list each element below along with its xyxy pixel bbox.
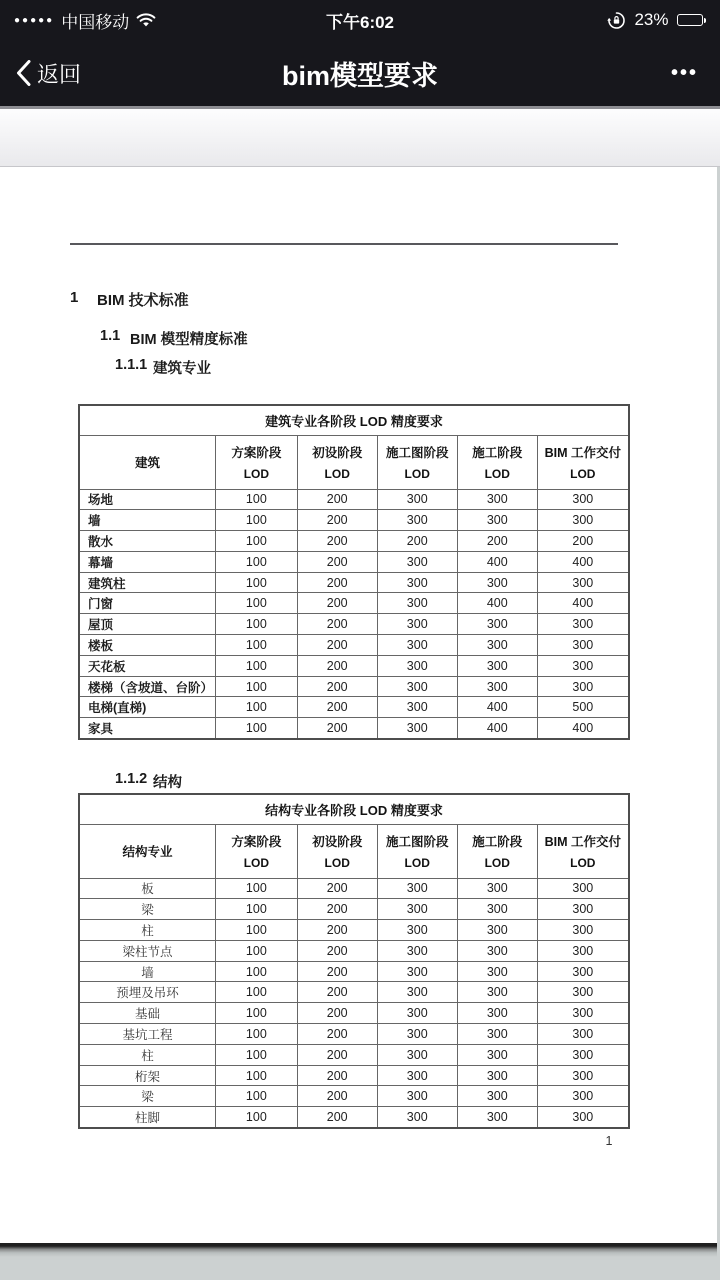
lod-value-cell: 200 [297, 635, 377, 656]
lod-value-cell: 300 [537, 1086, 629, 1107]
lod-value-cell: 300 [537, 1107, 629, 1128]
row-label: 建筑柱 [79, 572, 215, 593]
lod-value-cell: 300 [377, 635, 457, 656]
lod-value-cell: 300 [457, 635, 537, 656]
lod-value-cell: 300 [457, 614, 537, 635]
heading-number: 1.1.1 [115, 357, 148, 373]
chevron-left-icon [16, 60, 31, 86]
lod-value-cell: 300 [457, 655, 537, 676]
status-bar [0, 0, 720, 40]
lod-value-cell: 300 [537, 676, 629, 697]
lod-value-cell: 100 [215, 899, 297, 920]
column-header: 施工阶段 LOD [457, 824, 537, 878]
table-row [79, 1003, 629, 1024]
lod-value-cell: 300 [377, 961, 457, 982]
lod-value-cell: 300 [537, 635, 629, 656]
lod-value-cell: 200 [297, 940, 377, 961]
lod-value-cell: 200 [297, 531, 377, 552]
lod-value-cell: 100 [215, 676, 297, 697]
lod-value-cell: 300 [457, 510, 537, 531]
heading-number: 1 [70, 289, 79, 306]
lod-value-cell: 300 [377, 718, 457, 739]
lod-value-cell: 300 [537, 489, 629, 510]
lod-value-cell: 300 [377, 899, 457, 920]
table-row [79, 1107, 629, 1128]
lod-value-cell: 200 [537, 531, 629, 552]
lod-value-cell: 300 [377, 1024, 457, 1045]
row-label: 柱 [79, 1044, 215, 1065]
table-row [79, 614, 629, 635]
lod-value-cell: 100 [215, 1024, 297, 1045]
row-label: 幕墙 [79, 551, 215, 572]
row-label: 柱脚 [79, 1107, 215, 1128]
lod-value-cell: 400 [457, 718, 537, 739]
lod-value-cell: 300 [537, 655, 629, 676]
header-rule [70, 243, 618, 245]
lod-value-cell: 100 [215, 697, 297, 718]
lod-value-cell: 300 [377, 676, 457, 697]
lod-value-cell: 300 [457, 940, 537, 961]
column-header: 方案阶段 LOD [215, 824, 297, 878]
table-row [79, 961, 629, 982]
lod-value-cell: 100 [215, 718, 297, 739]
lod-value-cell: 100 [215, 920, 297, 941]
column-header-first: 结构专业 [79, 824, 215, 878]
lod-value-cell: 300 [377, 1044, 457, 1065]
row-label: 楼板 [79, 635, 215, 656]
table-row [79, 572, 629, 593]
lod-value-cell: 300 [537, 940, 629, 961]
lod-value-cell: 300 [537, 878, 629, 899]
lod-value-cell: 200 [457, 531, 537, 552]
row-label: 预埋及吊环 [79, 982, 215, 1003]
column-header: 施工图阶段 LOD [377, 435, 457, 489]
row-label: 家具 [79, 718, 215, 739]
lod-value-cell: 300 [457, 676, 537, 697]
wifi-icon [136, 13, 156, 28]
clock: 下午6:02 [325, 12, 395, 32]
lod-value-cell: 100 [215, 510, 297, 531]
document-viewer-band [0, 109, 720, 167]
heading-text: 结构 [153, 775, 182, 791]
heading-number: 1.1 [100, 328, 121, 344]
lod-value-cell: 300 [457, 1065, 537, 1086]
lod-value-cell: 400 [457, 697, 537, 718]
lod-value-cell: 200 [297, 593, 377, 614]
row-label: 基坑工程 [79, 1024, 215, 1045]
lod-value-cell: 300 [377, 878, 457, 899]
heading-model-precision [100, 328, 248, 349]
lod-value-cell: 100 [215, 1003, 297, 1024]
table-row [79, 899, 629, 920]
rotation-lock-icon [607, 11, 626, 30]
lod-value-cell: 300 [377, 614, 457, 635]
lod-value-cell: 200 [297, 510, 377, 531]
row-label: 柱 [79, 920, 215, 941]
column-header: BIM 工作交付 LOD [537, 435, 629, 489]
lod-value-cell: 300 [457, 899, 537, 920]
lod-value-cell: 300 [377, 510, 457, 531]
row-label: 板 [79, 878, 215, 899]
column-header: BIM 工作交付 LOD [537, 824, 629, 878]
lod-value-cell: 300 [377, 593, 457, 614]
heading-bim-standard [70, 289, 189, 310]
table-row [79, 1065, 629, 1086]
lod-value-cell: 200 [377, 531, 457, 552]
row-label: 电梯(直梯) [79, 697, 215, 718]
column-header: 初设阶段 LOD [297, 824, 377, 878]
lod-value-cell: 200 [297, 1065, 377, 1086]
lod-value-cell: 300 [377, 1065, 457, 1086]
lod-value-cell: 200 [297, 982, 377, 1003]
page-bottom-shadow [0, 1243, 717, 1257]
lod-value-cell: 100 [215, 961, 297, 982]
lod-value-cell: 300 [537, 982, 629, 1003]
carrier-label: 中国移动 [61, 12, 130, 32]
lod-value-cell: 300 [537, 1024, 629, 1045]
lod-value-cell: 100 [215, 489, 297, 510]
lod-value-cell: 300 [457, 982, 537, 1003]
lod-value-cell: 300 [377, 940, 457, 961]
lod-value-cell: 300 [457, 961, 537, 982]
row-label: 屋顶 [79, 614, 215, 635]
row-label: 场地 [79, 489, 215, 510]
lod-value-cell: 200 [297, 1107, 377, 1128]
lod-value-cell: 100 [215, 1086, 297, 1107]
top-chrome [0, 0, 720, 106]
table-row [79, 940, 629, 961]
lod-value-cell: 100 [215, 531, 297, 552]
lod-value-cell: 200 [297, 920, 377, 941]
column-header: 初设阶段 LOD [297, 435, 377, 489]
lod-value-cell: 500 [537, 697, 629, 718]
lod-value-cell: 300 [377, 572, 457, 593]
back-button-label: 返回 [37, 61, 82, 87]
lod-value-cell: 300 [537, 1065, 629, 1086]
lod-value-cell: 100 [215, 572, 297, 593]
lod-value-cell: 300 [537, 572, 629, 593]
table-row [79, 1086, 629, 1107]
lod-value-cell: 400 [537, 551, 629, 572]
heading-architecture [115, 357, 211, 378]
lod-value-cell: 300 [537, 614, 629, 635]
table-row [79, 676, 629, 697]
lod-value-cell: 200 [297, 899, 377, 920]
row-label: 散水 [79, 531, 215, 552]
lod-value-cell: 300 [377, 1107, 457, 1128]
lod-value-cell: 200 [297, 697, 377, 718]
column-header: 施工图阶段 LOD [377, 824, 457, 878]
row-label: 门窗 [79, 593, 215, 614]
lod-value-cell: 300 [457, 1003, 537, 1024]
row-label: 基础 [79, 1003, 215, 1024]
document-page[interactable] [0, 167, 717, 1243]
lod-value-cell: 300 [377, 697, 457, 718]
table-title: 结构专业各阶段 LOD 精度要求 [79, 794, 629, 824]
lod-value-cell: 300 [377, 982, 457, 1003]
lod-value-cell: 200 [297, 551, 377, 572]
lod-value-cell: 100 [215, 1065, 297, 1086]
lod-value-cell: 300 [377, 920, 457, 941]
lod-value-cell: 200 [297, 1086, 377, 1107]
lod-value-cell: 300 [537, 1044, 629, 1065]
lod-value-cell: 100 [215, 982, 297, 1003]
back-button[interactable] [0, 58, 97, 89]
page-number: 1 [605, 1134, 613, 1148]
lod-value-cell: 400 [537, 593, 629, 614]
row-label: 梁 [79, 899, 215, 920]
table-row [79, 1044, 629, 1065]
lod-value-cell: 300 [377, 489, 457, 510]
table-row [79, 593, 629, 614]
lod-value-cell: 300 [537, 920, 629, 941]
lod-value-cell: 300 [537, 961, 629, 982]
lod-value-cell: 200 [297, 1044, 377, 1065]
more-menu-button[interactable]: ••• [670, 61, 698, 84]
lod-value-cell: 300 [457, 878, 537, 899]
table-row [79, 551, 629, 572]
page-title: bim模型要求 [281, 60, 438, 91]
lod-value-cell: 400 [537, 718, 629, 739]
lod-value-cell: 300 [377, 1086, 457, 1107]
lod-value-cell: 100 [215, 940, 297, 961]
lod-value-cell: 100 [215, 614, 297, 635]
table-row [79, 982, 629, 1003]
lod-value-cell: 200 [297, 961, 377, 982]
heading-number: 1.1.2 [115, 771, 148, 787]
heading-text: BIM 技术标准 [97, 292, 189, 309]
lod-value-cell: 200 [297, 718, 377, 739]
table-row [79, 697, 629, 718]
table-row [79, 635, 629, 656]
lod-value-cell: 300 [457, 920, 537, 941]
row-label: 梁柱节点 [79, 940, 215, 961]
row-label: 墙 [79, 961, 215, 982]
lod-value-cell: 300 [377, 551, 457, 572]
column-header: 施工阶段 LOD [457, 435, 537, 489]
lod-value-cell: 200 [297, 878, 377, 899]
lod-value-cell: 200 [297, 655, 377, 676]
table-row [79, 510, 629, 531]
lod-value-cell: 400 [457, 551, 537, 572]
signal-strength-icon: ●●●●● [14, 15, 55, 26]
battery-icon [677, 14, 707, 26]
column-header: 方案阶段 LOD [215, 435, 297, 489]
row-label: 墙 [79, 510, 215, 531]
table-row [79, 655, 629, 676]
lod-value-cell: 100 [215, 635, 297, 656]
table-row [79, 531, 629, 552]
lod-value-cell: 200 [297, 676, 377, 697]
heading-structure [115, 771, 182, 792]
lod-value-cell: 300 [377, 1003, 457, 1024]
lod-value-cell: 300 [537, 510, 629, 531]
row-label: 天花板 [79, 655, 215, 676]
table-row [79, 1024, 629, 1045]
lod-value-cell: 100 [215, 1107, 297, 1128]
heading-text: 建筑专业 [153, 361, 211, 377]
table-row [79, 489, 629, 510]
lod-value-cell: 200 [297, 572, 377, 593]
lod-value-cell: 300 [537, 1003, 629, 1024]
lod-value-cell: 200 [297, 1024, 377, 1045]
lod-value-cell: 200 [297, 614, 377, 635]
column-header-first: 建筑 [79, 435, 215, 489]
lod-value-cell: 400 [457, 593, 537, 614]
lod-value-cell: 200 [297, 1003, 377, 1024]
battery-percent-label: 23% [634, 10, 669, 29]
lod-value-cell: 300 [457, 572, 537, 593]
lod-value-cell: 300 [457, 1044, 537, 1065]
lod-value-cell: 100 [215, 655, 297, 676]
lod-value-cell: 300 [457, 1024, 537, 1045]
lod-value-cell: 100 [215, 551, 297, 572]
nav-bar [0, 40, 720, 106]
lod-value-cell: 300 [457, 1107, 537, 1128]
lod-value-cell: 300 [457, 489, 537, 510]
lod-value-cell: 100 [215, 878, 297, 899]
lod-value-cell: 300 [537, 899, 629, 920]
table-row [79, 718, 629, 739]
architecture-lod-table [78, 404, 630, 740]
lod-value-cell: 100 [215, 593, 297, 614]
heading-text: BIM 模型精度标准 [130, 332, 248, 348]
row-label: 梁 [79, 1086, 215, 1107]
lod-value-cell: 100 [215, 1044, 297, 1065]
table-row [79, 878, 629, 899]
row-label: 桁架 [79, 1065, 215, 1086]
row-label: 楼梯（含坡道、台阶） [79, 676, 215, 697]
lod-value-cell: 300 [377, 655, 457, 676]
structure-lod-table [78, 793, 630, 1129]
lod-value-cell: 200 [297, 489, 377, 510]
table-row [79, 920, 629, 941]
table-title: 建筑专业各阶段 LOD 精度要求 [79, 405, 629, 435]
lod-value-cell: 300 [457, 1086, 537, 1107]
